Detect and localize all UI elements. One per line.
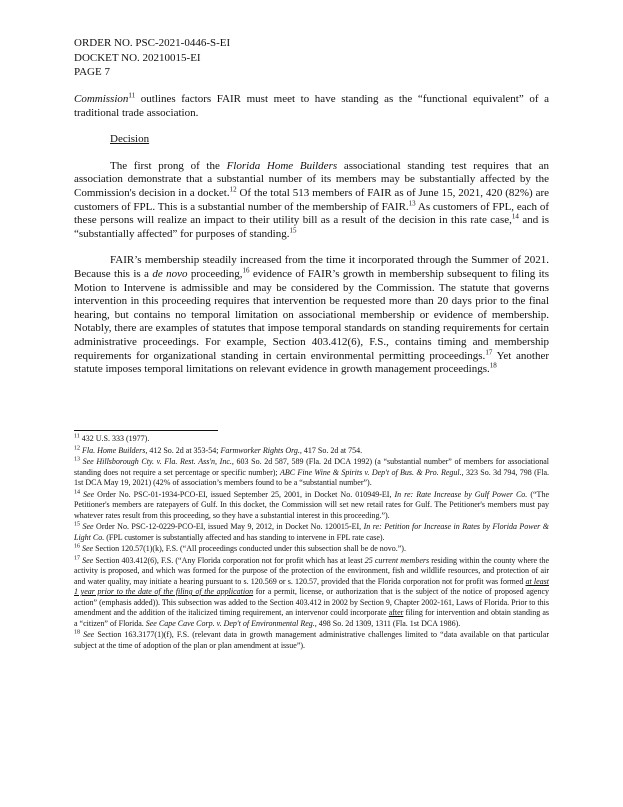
footnote-text: (FPL customer is substantially affected and has standing to intervene in FPL rate case). [104,532,385,542]
paragraph-membership [74,254,549,376]
p1-text-e: and is “substantially affected” for purposes of standing. [74,214,549,240]
citation-italic: See [80,522,94,531]
p1-text-c: Of the total 513 members of FAIR as of June 15, 2021, 420 (82%) are customers of FPL. This is a substantial number of the membership of FAIR. [74,186,549,213]
footnote-text: Section 403.412(6), F.S. (“Any Florida corporation not for profit which has at least [93,555,365,565]
footnote-ref-16[interactable]: 16 [242,266,250,275]
page-header [74,36,230,80]
p1-text-b: associational standing test requires that an association demonstrate that a substantial number of its members may be substantially affected by the Commission's decision in a docket. [74,159,549,199]
citation-italic: See [80,555,94,565]
de-novo-term: de novo [152,267,188,280]
footnote-text: 417 So. 2d at 754. [301,445,363,455]
intro-text: outlines factors FAIR must meet to have standing as the “functional equivalent” of a traditional trade association. [74,93,549,119]
citation-italic: See [80,544,94,553]
citation-italic: See Cape Cave Corp. v. Dep't of Environmental Reg., [145,618,317,628]
p1-text-d: As customers of FPL, each of these persons will realize an impact to their utility bill as a result of the decision in this rate case, [74,200,549,227]
footnotes [74,434,549,652]
footnote-text: Section 163.3177(1)(f), F.S. (relevant data in growth management administrative challenges limited to “data available on that particular subject at the time of adoption of the plan or plan amendment at issue”). [74,630,549,650]
footnote-ref-14[interactable]: 14 [511,212,519,221]
citation-italic: ABC Fine Wine & Spirits v. Dep't of Bus. & Pro. Regul., [279,467,464,477]
footnote-ref-11[interactable]: 11 [128,91,136,100]
footnote-ref-13[interactable]: 13 [408,198,416,207]
footnote-ref-12[interactable]: 12 [229,185,237,194]
footnote-text: Order No. PSC-01-1934-PCO-EI, issued September 25, 2001, in Docket No. 010949-EI, [94,489,395,499]
p2-text-b: proceeding, [187,267,243,280]
footnote-text: 603 So. 2d 587, 589 (Fla. 2d DCA 1992) (a “substantial number” of members for associational standing does not require a set percentage or specific number); [74,457,549,477]
footnote-text: residing within the county where the activity is proposed, and which was formed for the purpose of the protection of the environment, fish and wildlife resources, and protection of air and water quality, may initiate a hearing pursuant to s. 120.569 or s. 120.57, provided that the Florida corporation not for profit was formed [74,555,550,586]
footnote-text: (“The Petitioner's members are ratepayers of Gulf. In this docket, the Commission will set new retail rates for Gulf. The Petitioner's members must pay whatever rates result from this proceeding, so they have a substantial interest in this proceeding.”). [74,489,549,520]
citation-italic: In re: Petition for Increase in Rates by Florida Power & Light Co. [74,522,549,542]
case-name: Florida Home Builders [226,159,338,172]
footnote-text: 412 So. 2d at 353-54; [147,445,221,455]
footnote-text: 323 So. 3d 794, 798 (Fla. 1st DCA May 19, 2021) (42% of association’s members found to be a “substantial number”). [74,467,549,487]
footnote-ref-15[interactable]: 15 [289,226,297,235]
emphasis-italic-underline: at least 1 year prior to the date of the filing of the application [74,576,549,596]
citation-italic: Fla. Home Builders, [80,445,148,455]
footnote-16 [74,544,549,555]
p2-text-c: evidence of FAIR’s growth in membership subsequent to filing its Motion to Intervene is admissible and may be considered by the Commission. The statute that governs intervention in this proceeding requires that intervention be requested more than 20 days prior to the final hearing, but contains no temporal limitation on associational membership or evidence of membership. Notably, there are examples of statutes that impose temporal standards on standing requirements for certain administrative proceedings. For example, Section 403.412(6), F.S., contains timing and membership requirements for organizational standing in certain environmental permitting proceedings. [74,267,549,362]
citation-italic: See Hillsborough Cty. v. Fla. Rest. Ass'n, Inc., [80,457,234,466]
p2-text-a: FAIR’s membership steadily increased from the time it incorporated through the Summer of 2021. Because this is a [74,254,549,280]
footnote-17 [74,556,549,630]
footnote-ref-17[interactable]: 17 [485,347,493,356]
footnote-15 [74,522,549,543]
body-text [74,93,549,390]
emphasis-italic: 25 current members [364,555,430,565]
p1-text-a: The first prong of the [110,159,227,172]
footnote-13 [74,457,549,489]
footnote-14 [74,490,549,522]
footnote-number: 11 [74,433,80,440]
docket-number: DOCKET NO. 20210015-EI [74,51,201,64]
footnote-text: 432 U.S. 333 (1977). [79,434,150,443]
footnote-number: 15 [74,521,80,528]
footnote-number: 13 [74,456,80,463]
intro-paragraph [74,93,549,120]
footnote-18 [74,630,549,651]
footnote-number: 18 [74,629,80,636]
footnote-number: 14 [74,488,80,495]
footnote-number: 16 [74,543,80,550]
footnote-number: 12 [74,444,80,451]
footnote-12 [74,446,549,457]
footnote-text: 498 So. 2d 1309, 1311 (Fla. 1st DCA 1986). [316,618,461,628]
intro-italic: Commission [74,93,129,105]
footnote-text: Section 120.57(1)(k), F.S. (“All proceedings conducted under this subsection shall be de novo.”). [93,544,406,553]
paragraph-standing [74,160,549,242]
citation-italic: Farmworker Rights Org., [220,445,302,455]
emphasis-underline: after [388,608,404,617]
citation-italic: See [80,489,95,499]
order-number: ORDER NO. PSC-2021-0446-S-EI [74,37,231,49]
footnote-number: 17 [74,554,80,561]
footnote-separator [74,430,218,431]
section-heading: Decision [110,133,150,146]
page-number: PAGE 7 [74,66,110,78]
footnote-ref-18[interactable]: 18 [489,361,497,370]
citation-italic: See [80,630,95,639]
citation-italic: In re: Rate Increase by Gulf Power Co. [394,489,528,499]
footnote-text: for a permit, license, or authorization that is the subject of the notice of proposed agency action” (emphasis added)). This subsection was added to the Section 403.412 in 2002 by Section 9, Chapter 2002-161, Laws of Florida. Prior to this amendment and the addition of the italicized timing requirement, an intervenor could incorporate [74,587,549,617]
p2-text-d: Yet another statute imposes temporal limitations on relevant evidence in growth management proceedings. [74,349,550,376]
footnote-text: Order No. PSC-12-0229-PCO-EI, issued May 9, 2012, in Docket No. 120015-EI, [93,522,364,531]
footnote-11 [74,434,549,445]
footnote-text: filing for intervention and obtain standing as a “citizen” of Florida. [74,608,550,628]
